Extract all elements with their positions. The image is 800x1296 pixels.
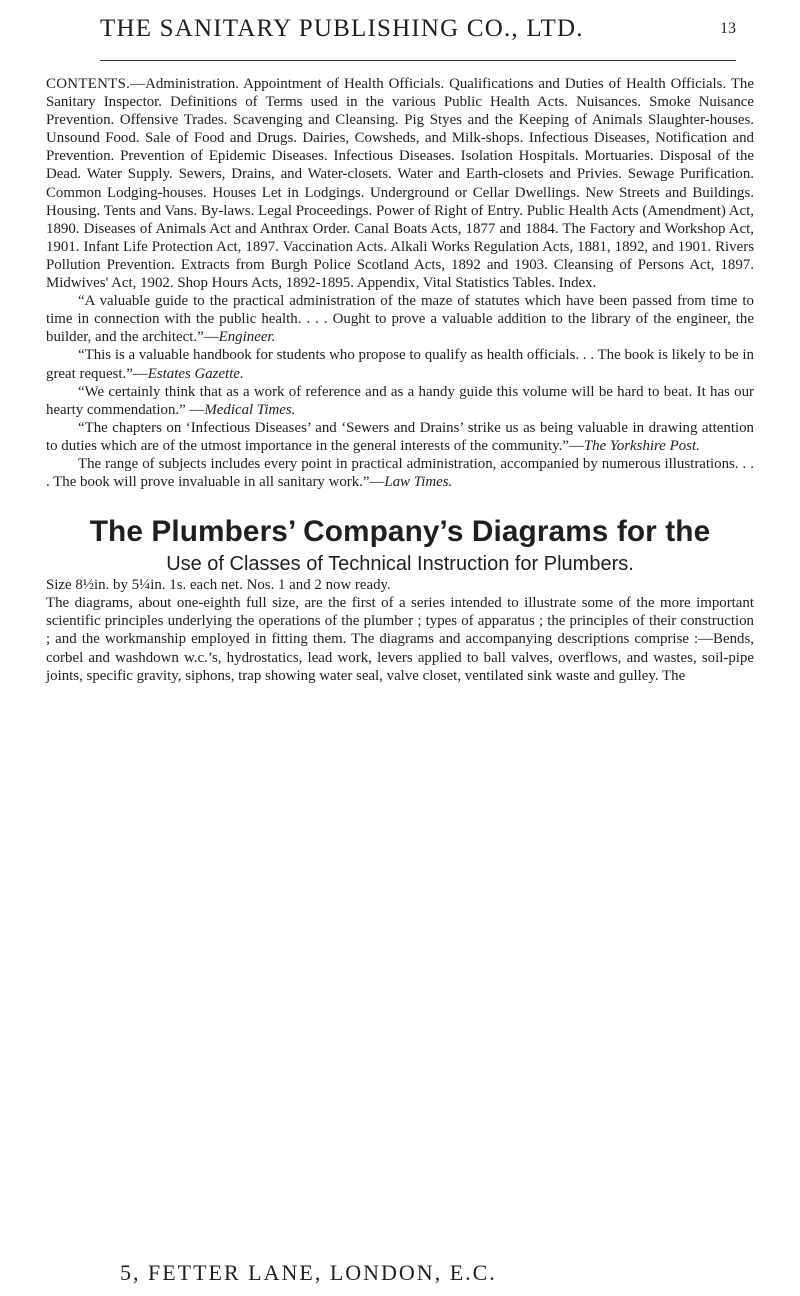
review-source: The Yorkshire Post. [583, 437, 700, 454]
review-law-times [46, 455, 754, 491]
plumbers-description: The diagrams, about one-eighth full size, are the first of a series intended to illustrate some of the more important scientific principles underlying the operations of the plumber ; types of apparatus ; the principles of their construction ; and the workmanship employed in fitting them. The diagrams and accompanying descriptions comprise :—Bends, corbel and washdown w.c.’s, hydrostatics, lead work, levers applied to ball valves, overflows, and wastes, soil-pipe joints, specific gravity, siphons, trap showing water seal, valve closet, ventilated sink waste and gulley. The [46, 595, 754, 684]
plumbers-heading: The Plumbers’ Company’s Diagrams for the [89, 515, 711, 549]
review-source: Medical Times. [204, 401, 296, 418]
running-head [100, 0, 736, 61]
review-text: “The chapters on ‘Infectious Diseases’ and ‘Sewers and Drains’ strike us as being valuable in drawing attention to duties which are of the utmost importance in the general interests of the community.”— [46, 419, 754, 454]
contents-label: CONTENTS. [46, 76, 131, 92]
review-yorkshire-post [46, 419, 754, 455]
contents-text: —Administration. Appointment of Health Officials. Qualifications and Duties of Health Officials. The Sanitary Inspector. Definitions of Terms used in the various Public Health Acts. Nuisances. Smoke Nuisance Prevention. Offensive Trades. Scavenging and Cleansing. Pig Styes and the Keeping of Animals Slaughter-houses. Unsound Food. Sale of Food and Drugs. Dairies, Cowsheds, and Milk-shops. Infectious Diseases, Notification and Prevention. Prevention of Epidemic Diseases. Infectious Diseases. Isolation Hospitals. Mortuaries. Disposal of the Dead. Water Supply. Sewers, Drains, and Water-closets. Water and Earth-closets and Privies. Sewage Purification. Common Lodging-houses. Houses Let in Lodgings. Underground or Cellar Dwellings. New Streets and Buildings. Housing. Tents and Vans. By-laws. Legal Proceedings. Power of Right of Entry. Public Health Acts (Amendment) Act, 1890. Diseases of Animals Act and Anthrax Order. Canal Boats Acts, 1877 and 1884. The Factory and Workshop Act, 1901. Infant Life Protection Act, 1897. Vaccination Acts. Alkali Works Regulation Acts, 1881, 1892, and 1901. Rivers Pollution Prevention. Extracts from Burgh Police Scotland Acts, 1892 and 1903. Cleansing of Persons Act, 1897. Midwives' Act, 1902. Shop Hours Acts, 1892-1895. Appendix, Vital Statistics Tables. Index. [46, 76, 754, 292]
page-number: 13 [720, 20, 736, 37]
review-source: Engineer. [218, 329, 276, 346]
contents-section [46, 75, 754, 292]
plumbers-subtitle: Use of Classes of Technical Instruction for Plumbers. [166, 553, 634, 576]
review-text: “A valuable guide to the practical administration of the maze of statutes which have been passed from time to time in connection with the public health. . . . Ought to prove a valuable addition to the library of the engineer, the builder, and the architect.”— [46, 293, 754, 346]
publisher-title: THE SANITARY PUBLISHING CO., LTD. [100, 15, 584, 42]
review-source: Law Times. [384, 474, 453, 491]
review-medical-times [46, 383, 754, 419]
plumbers-details: Size 8½in. by 5¼in. 1s. each net. Nos. 1 and 2 now ready. [46, 577, 391, 594]
review-text: “This is a valuable handbook for students who propose to qualify as health officials. . . The book is likely to be in great request.”— [46, 347, 754, 382]
review-engineer [46, 292, 754, 346]
review-text: The range of subjects includes every point in practical administration, accompanied by numerous illustrations. . . . The book will prove invaluable in all sanitary work.”— [46, 455, 754, 491]
review-text: “We certainly think that as a work of reference and as a handy guide this volume will be hard to beat. It has our hearty commendation.” — [46, 383, 754, 418]
review-estates-gazette [46, 346, 754, 382]
contents-paragraph [46, 75, 754, 292]
review-source: Estates Gazette. [147, 365, 244, 382]
advertisement-body [46, 75, 754, 685]
publisher-address: 5, FETTER LANE, LONDON, E.C. [120, 1260, 497, 1285]
